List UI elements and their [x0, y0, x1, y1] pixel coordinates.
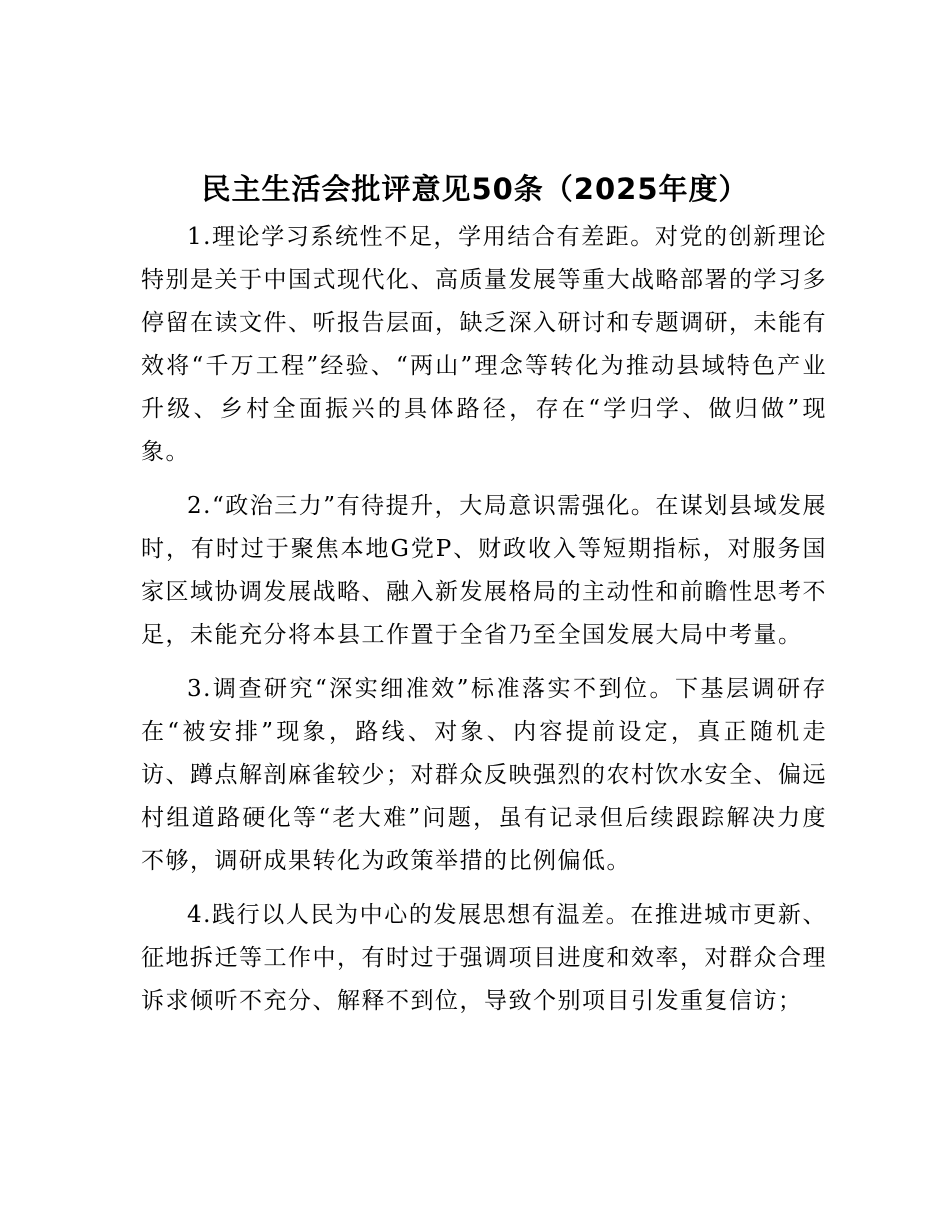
- document-body: [141, 216, 827, 1034]
- paragraph-1: 1.理论学习系统性不足，学用结合有差距。对党的创新理论特别是关于中国式现代化、高质量发展等重大战略部署的学习多停留在读文件、听报告层面，缺乏深入研讨和专题调研，未能有效将“千万工程”经验、“两山”理念等转化为推动县域特色产业升级、乡村全面振兴的具体路径，存在“学归学、做归做”现象。: [141, 224, 827, 465]
- paragraph-2: 2.“政治三力”有待提升，大局意识需强化。在谋划县域发展时，有时过于聚焦本地G党P、财政收入等短期指标，对服务国家区域协调发展战略、融入新发展格局的主动性和前瞻性思考不足，未能充分将本县工作置于全省乃至全国发展大局中考量。: [141, 493, 827, 648]
- document-title: 民主生活会批评意见50条（2025年度）: [201, 172, 749, 206]
- paragraph-3: 3.调查研究“深实细准效”标准落实不到位。下基层调研存在“被安排”现象，路线、对象、内容提前设定，真正随机走访、蹲点解剖麻雀较少；对群众反映强烈的农村饮水安全、偏远村组道路硬化等“老大难”问题，虽有记录但后续跟踪解决力度不够，调研成果转化为政策举措的比例偏低。: [141, 676, 827, 874]
- paragraph-4: 4.践行以人民为中心的发展思想有温差。在推进城市更新、征地拆迁等工作中，有时过于强调项目进度和效率，对群众合理诉求倾听不充分、解释不到位，导致个别项目引发重复信访；: [141, 902, 827, 1014]
